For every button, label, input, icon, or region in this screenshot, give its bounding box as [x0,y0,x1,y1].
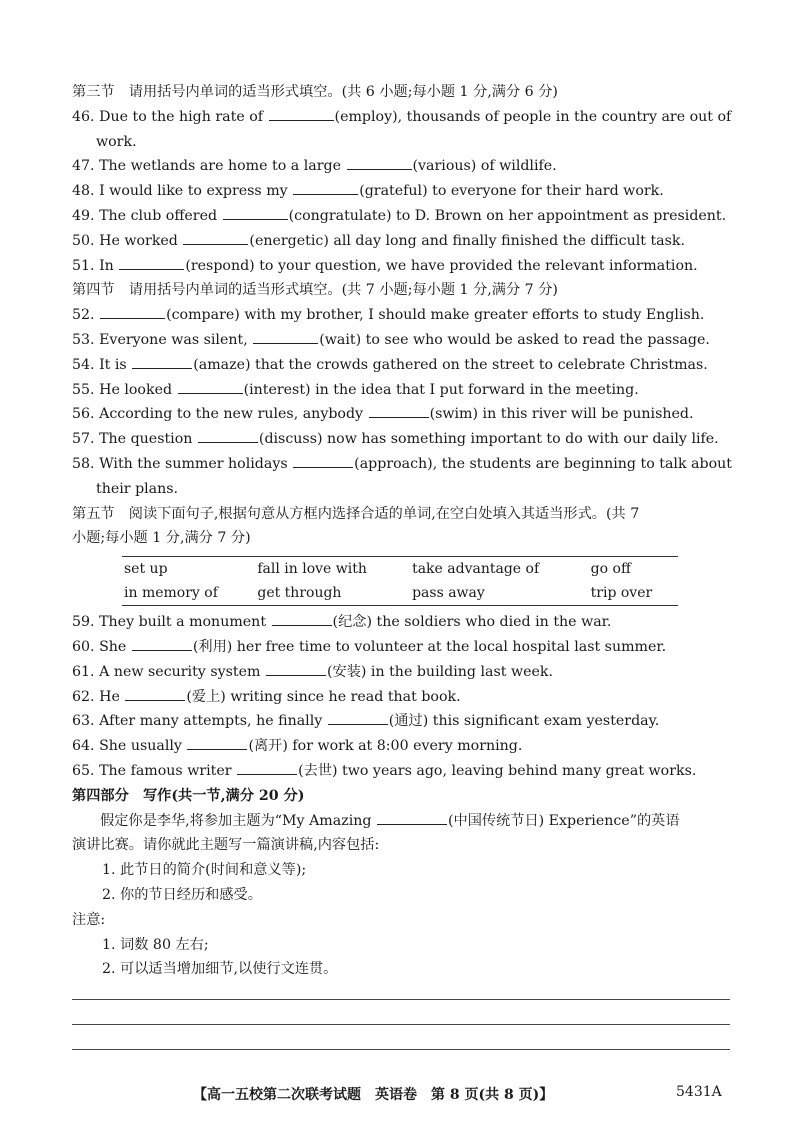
answer-blank[interactable] [132,353,192,369]
footer-code: 5431A [676,1084,722,1100]
phrase-options-box [122,556,678,606]
answer-blank[interactable] [293,452,353,468]
question-49: 49. The club offered (congratulate) to D. Brown on her appointment as president. [72,204,737,229]
option-cell: trip over [589,581,678,606]
writing-line[interactable] [72,1024,730,1025]
question-65: 65. The famous writer (去世) two years ago, leaving behind many great works. [72,759,737,784]
answer-blank[interactable] [198,427,258,443]
content-point: 1. 此节日的简介(时间和意义等); [102,862,307,879]
question-51: 51. In (respond) to your question, we have provided the relevant information. [72,254,737,279]
notes-label: 注意: [72,911,106,928]
question-56: 56. According to the new rules, anybody (swim) in this river will be punished. [72,402,737,427]
question-58: 58. With the summer holidays (approach), the students are beginning to talk about [72,452,737,477]
answer-blank[interactable] [266,660,326,676]
section5-items [72,610,737,784]
answer-blank[interactable] [183,229,248,245]
option-cell: go off [589,557,678,582]
answer-blank[interactable] [369,402,429,418]
section4-items [72,303,737,501]
question-47: 47. The wetlands are home to a large (various) of wildlife. [72,154,737,179]
question-52: 52. (compare) with my brother, I should make greater efforts to study English. [72,303,737,328]
answer-blank[interactable] [178,378,243,394]
writing-line[interactable] [72,999,730,1000]
question-57: 57. The question (discuss) now has something important to do with our daily life. [72,427,737,452]
section3-header: 第三节 请用括号内单词的适当形式填空。(共 6 小题;每小题 1 分,满分 6 分) [72,84,558,100]
option-cell: take advantage of [410,557,589,582]
exam-page [72,80,737,982]
question-58-cont: their plans. [96,480,179,497]
note-item: 2. 可以适当增加细节,以使行文连贯。 [102,961,338,978]
answer-blank[interactable] [125,685,185,701]
answer-blank[interactable] [328,709,388,725]
answer-blank[interactable] [187,734,247,750]
option-cell: set up [122,557,255,582]
section4-header: 第四节 请用括号内单词的适当形式填空。(共 7 小题;每小题 1 分,满分 7 分) [72,282,558,299]
option-cell: pass away [410,581,589,606]
option-cell: get through [255,581,410,606]
option-cell: in memory of [122,581,255,606]
question-53: 53. Everyone was silent, (wait) to see who would be asked to read the passage. [72,328,737,353]
answer-blank[interactable] [269,105,334,121]
festival-blank[interactable] [377,809,447,825]
section3-items [72,105,737,279]
question-60: 60. She (利用) her free time to volunteer at the local hospital last summer. [72,635,737,660]
question-61: 61. A new security system (安装) in the building last week. [72,660,737,685]
section5-header-line1: 第五节 阅读下面句子,根据句意从方框内选择合适的单词,在空白处填入其适当形式。(共 7 [72,505,640,522]
content-point: 2. 你的节日经历和感受。 [102,886,262,903]
writing-prompt: 假定你是李华,将参加主题为“My Amazing (中国传统节日) Experience”的英语 [72,809,737,834]
answer-blank[interactable] [223,204,288,220]
answer-blank[interactable] [347,154,412,170]
question-46-cont: work. [96,133,137,150]
question-48: 48. I would like to express my (grateful) to everyone for their hard work. [72,179,737,204]
answer-blank[interactable] [100,303,165,319]
question-59: 59. They built a monument (纪念) the soldiers who died in the war. [72,610,737,635]
question-63: 63. After many attempts, he finally (通过) this significant exam yesterday. [72,709,737,734]
answer-blank[interactable] [272,610,332,626]
writing-line[interactable] [72,1049,730,1050]
answer-blank[interactable] [119,254,184,270]
answer-blank[interactable] [293,179,358,195]
part4-header: 第四部分 写作(共一节,满分 20 分) [72,787,305,804]
option-cell: fall in love with [255,557,410,582]
question-64: 64. She usually (离开) for work at 8:00 every morning. [72,734,737,759]
question-62: 62. He (爱上) writing since he read that book. [72,685,737,710]
section5-header-line2: 小题;每小题 1 分,满分 7 分) [72,530,251,547]
question-50: 50. He worked (energetic) all day long and finally finished the difficult task. [72,229,737,254]
answer-blank[interactable] [253,328,318,344]
footer-title: 【高一五校第二次联考试题 英语卷 第 8 页(共 8 页)】 [193,1087,554,1103]
options-row [122,557,678,582]
answer-blank[interactable] [132,635,192,651]
options-row [122,581,678,606]
question-55: 55. He looked (interest) in the idea that I put forward in the meeting. [72,378,737,403]
question-46: 46. Due to the high rate of (employ), thousands of people in the country are out of [72,105,737,130]
writing-prompt-line2: 演讲比赛。请你就此主题写一篇演讲稿,内容包括: [72,837,380,854]
note-item: 1. 词数 80 左右; [102,936,209,953]
answer-blank[interactable] [237,759,297,775]
question-54: 54. It is (amaze) that the crowds gathered on the street to celebrate Christmas. [72,353,737,378]
